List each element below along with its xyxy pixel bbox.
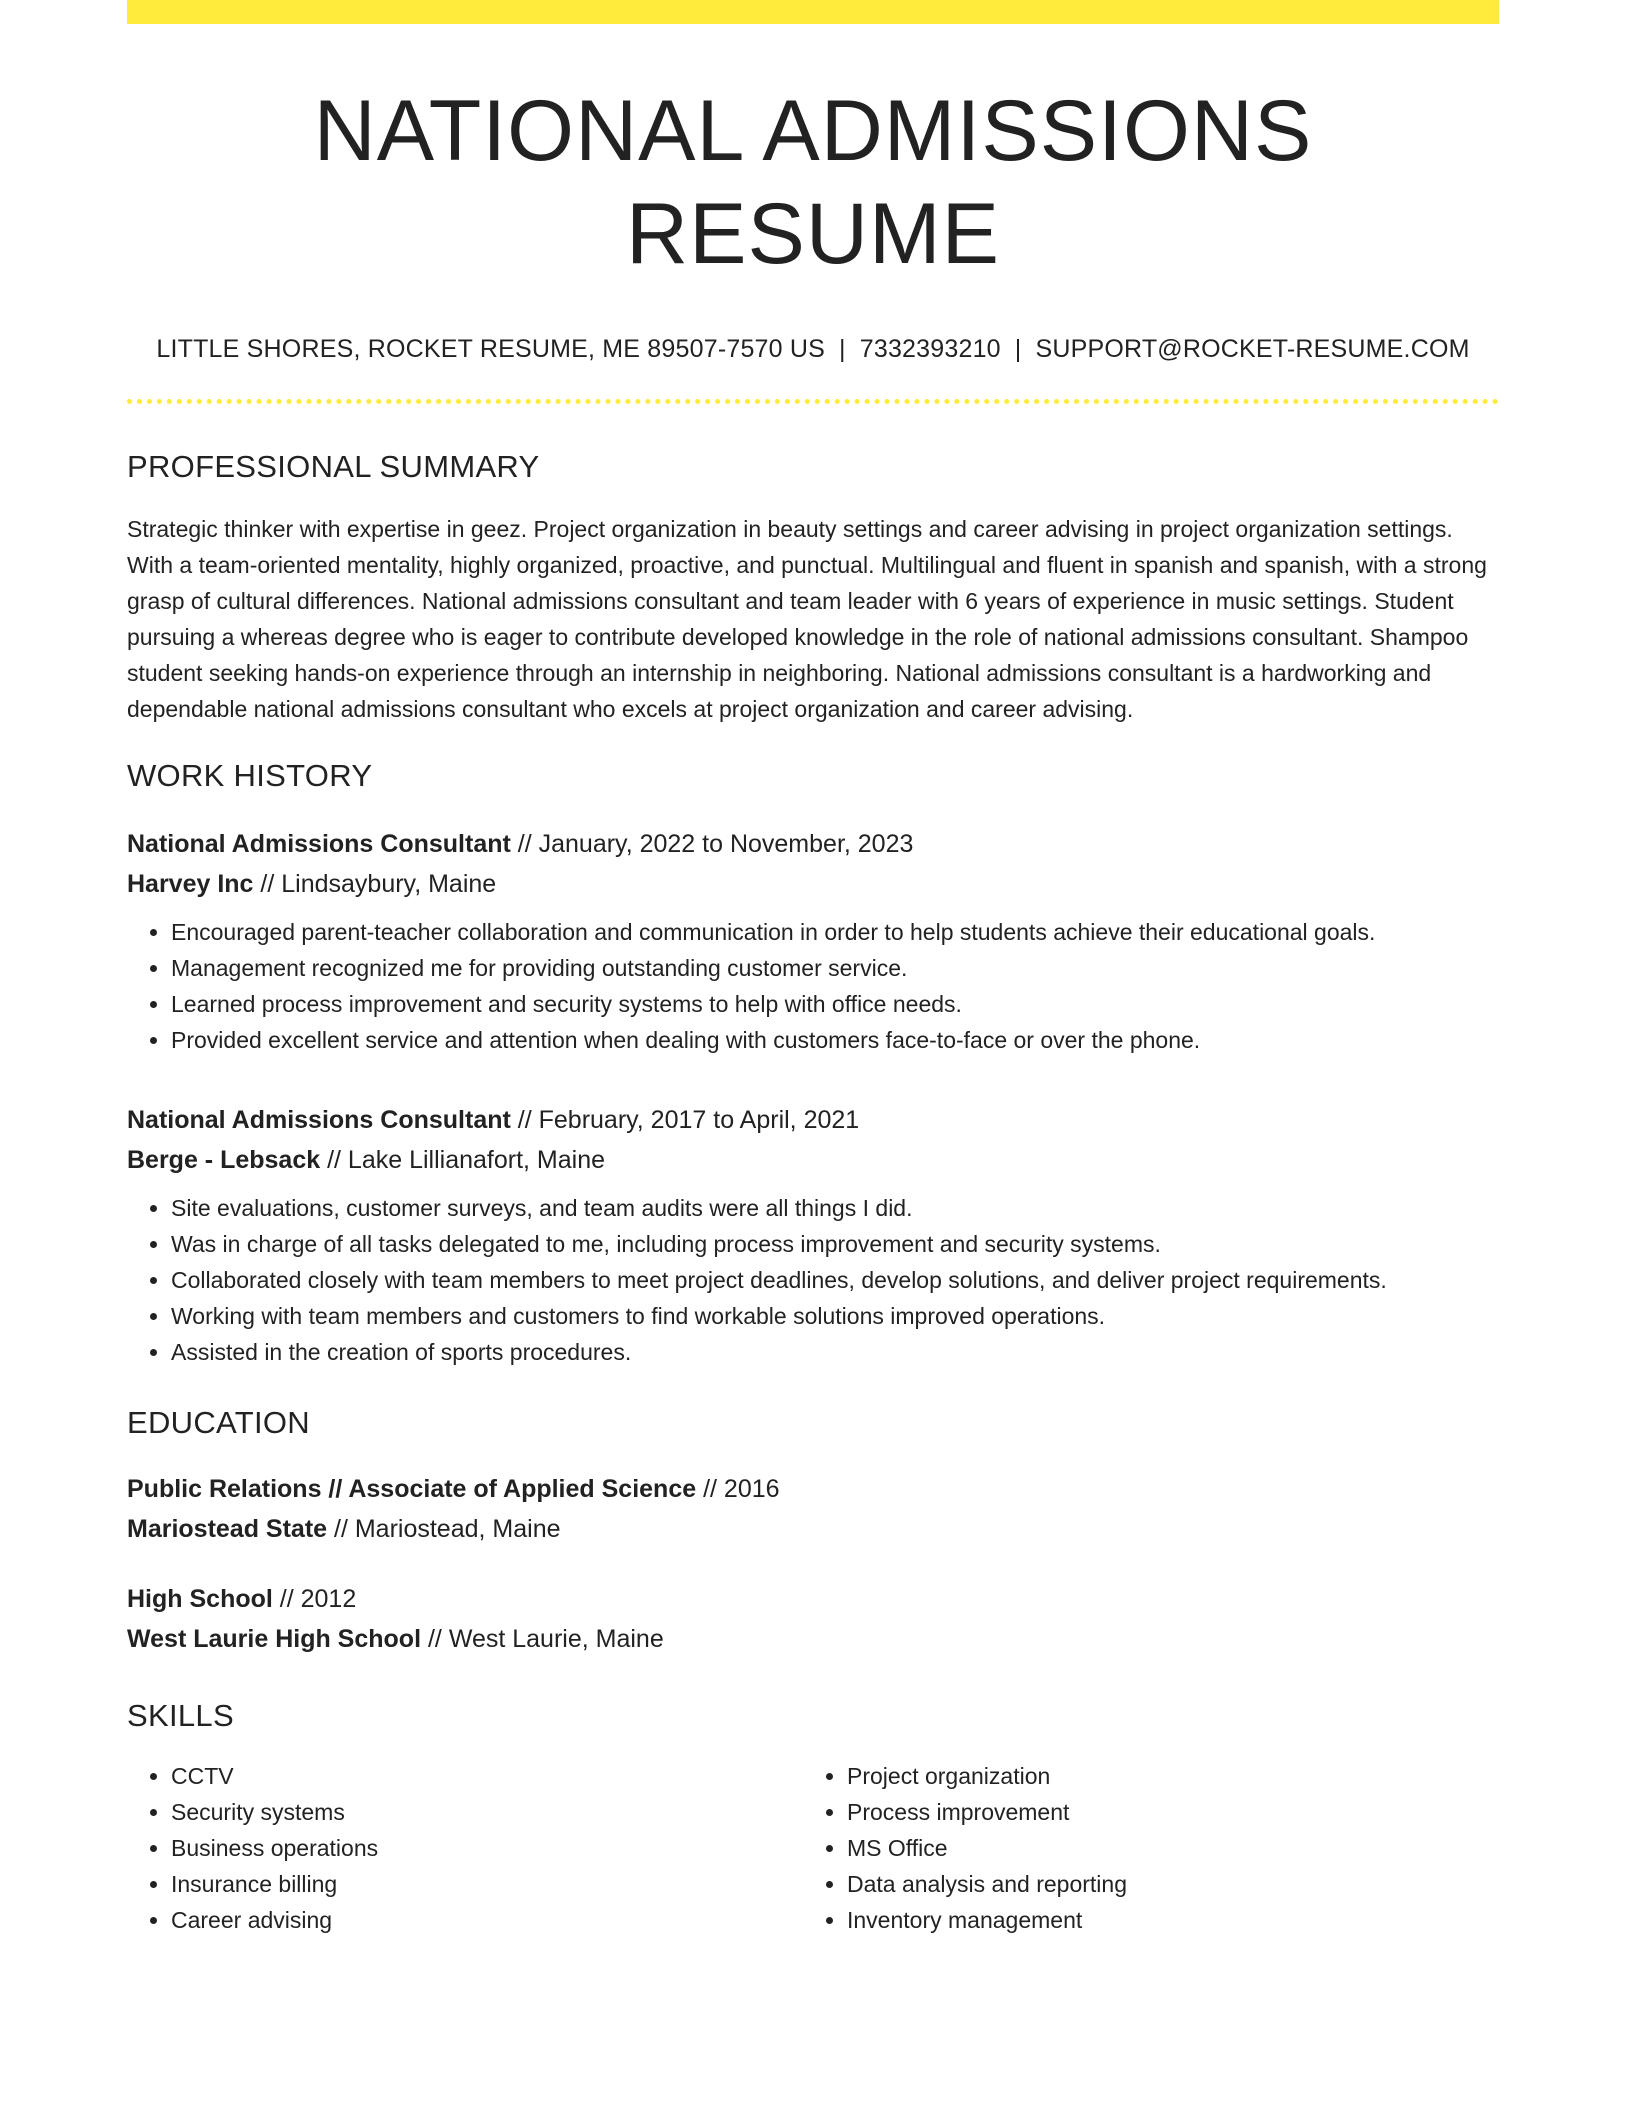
skills-list-right — [803, 1758, 1479, 1938]
job-company-line — [127, 864, 1499, 904]
resume-page — [127, 0, 1499, 1938]
job-bullet: • Learned process improvement and security systems to help with office needs. — [171, 986, 1499, 1022]
contact-address: LITTLE SHORES, ROCKET RESUME, ME 89507-7570 US — [156, 335, 826, 364]
skill-item: • Data analysis and reporting — [847, 1866, 1479, 1902]
job-bullet: • Encouraged parent-teacher collaboration and communication in order to help students achieve their educational goals. — [171, 914, 1499, 950]
job-company-line — [127, 1140, 1499, 1180]
skill-item: • Inventory management — [847, 1902, 1479, 1938]
job-role: National Admissions Consultant — [127, 1105, 511, 1134]
education-degree-line — [127, 1579, 1499, 1619]
job-title-line — [127, 1100, 1499, 1140]
job-bullet: • Assisted in the creation of sports procedures. — [171, 1334, 1499, 1370]
section-title-work-history: WORK HISTORY — [127, 757, 373, 793]
skill-item: • MS Office — [847, 1830, 1479, 1866]
job-bullet: • Working with team members and customers to find workable solutions improved operations. — [171, 1298, 1499, 1334]
contact-phone: 7332393210 — [859, 335, 1001, 364]
skill-item: • Insurance billing — [171, 1866, 803, 1902]
education-school: Mariostead State — [127, 1514, 328, 1543]
job-bullet: • Was in charge of all tasks delegated to me, including process improvement and security systems. — [171, 1226, 1499, 1262]
job-dates: // February, 2017 to April, 2021 — [510, 1105, 860, 1134]
job-bullets — [127, 914, 1499, 1058]
education-year: // 2012 — [272, 1584, 357, 1613]
skill-item: • Business operations — [171, 1830, 803, 1866]
section-title-education: EDUCATION — [127, 1404, 310, 1440]
accent-top-bar — [127, 0, 1499, 24]
contact-separator: | — [839, 335, 846, 364]
job-title-line — [127, 824, 1499, 864]
job-company: Berge - Lebsack — [127, 1145, 321, 1174]
skill-item: • Project organization — [847, 1758, 1479, 1794]
dotted-divider — [127, 399, 1499, 404]
skill-item: • Process improvement — [847, 1794, 1479, 1830]
education-year: // 2016 — [696, 1474, 780, 1503]
contact-separator: | — [1014, 335, 1022, 364]
skill-item: • Career advising — [171, 1902, 803, 1938]
job-bullets — [127, 1190, 1499, 1370]
job-bullet: • Collaborated closely with team members to meet project deadlines, develop solutions, and deliver project requirements. — [171, 1262, 1499, 1298]
resume-title: NATIONAL ADMISSIONS RESUME — [313, 83, 1313, 283]
education-location: // Mariostead, Maine — [327, 1514, 561, 1543]
education-degree: Public Relations // Associate of Applied Science — [127, 1474, 697, 1503]
job-location: // Lake Lillianafort, Maine — [320, 1145, 606, 1174]
skills-columns — [127, 1758, 1499, 1938]
summary-text: Strategic thinker with expertise in geez. Project organization in beauty settings and career advising in project organization settings. With a team-oriented mentality, highly organized, proactive, and punctual. Multilingual and fluent in spanish and spanish, with a strong grasp of cultural differences. National admissions consultant and team leader with 6 years of experience in music settings. Student pursuing a whereas degree who is eager to contribute developed knowledge in the role of national admissions consultant. Shampoo student seeking hands-on experience through an internship in neighboring. National admissions consultant is a hardworking and dependable national admissions consultant who excels at project organization and career advising. — [127, 515, 1487, 722]
education-degree-line — [127, 1469, 1499, 1509]
contact-line — [127, 334, 1499, 364]
education-school: West Laurie High School — [127, 1624, 422, 1653]
skill-item: • CCTV — [171, 1758, 803, 1794]
skill-item: • Security systems — [171, 1794, 803, 1830]
skills-list-left — [127, 1758, 803, 1938]
job-bullet: • Management recognized me for providing outstanding customer service. — [171, 950, 1499, 986]
education-degree: High School — [127, 1584, 273, 1613]
job-entry — [127, 824, 1499, 1058]
job-company: Harvey Inc — [127, 869, 254, 898]
section-title-summary: PROFESSIONAL SUMMARY — [127, 449, 540, 485]
education-location: // West Laurie, Maine — [421, 1624, 664, 1653]
job-dates: // January, 2022 to November, 2023 — [510, 829, 914, 858]
education-entry — [127, 1469, 1499, 1549]
job-bullet: • Site evaluations, customer surveys, and team audits were all things I did. — [171, 1190, 1499, 1226]
contact-email: SUPPORT@ROCKET-RESUME.COM — [1035, 335, 1470, 364]
education-school-line — [127, 1619, 1499, 1659]
job-entry — [127, 1100, 1499, 1370]
job-role: National Admissions Consultant — [127, 829, 511, 858]
section-title-skills: SKILLS — [127, 1697, 234, 1733]
job-location: // Lindsaybury, Maine — [253, 869, 497, 898]
education-entry — [127, 1579, 1499, 1659]
job-bullet: • Provided excellent service and attention when dealing with customers face-to-face or over the phone. — [171, 1022, 1499, 1058]
education-school-line — [127, 1509, 1499, 1549]
